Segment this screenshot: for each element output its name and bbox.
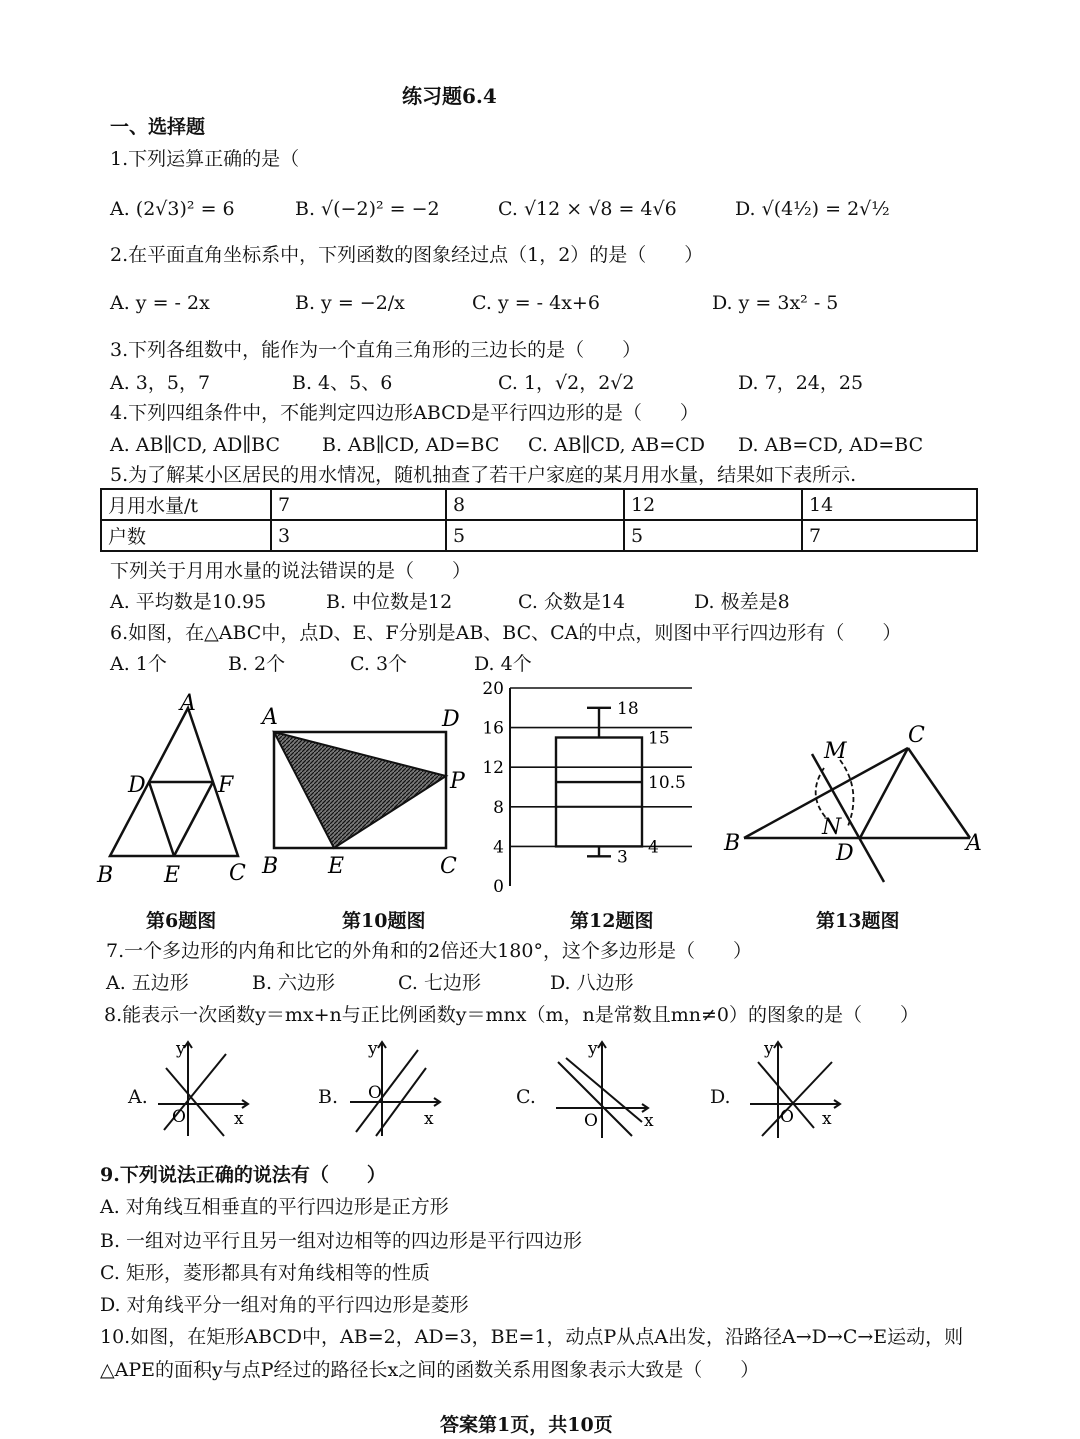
table-cell: 8 xyxy=(446,489,624,520)
question-1-stem: 1.下列运算正确的是（ xyxy=(110,148,300,170)
fig13-label-c: C xyxy=(908,723,925,748)
question-2-option-b: B. y = −2/x xyxy=(295,292,405,314)
table-cell: 月用水量/t xyxy=(101,489,271,520)
fig6-label-b: B xyxy=(97,863,114,888)
question-2-option-a: A. y = - 2x xyxy=(110,292,210,314)
page-title: 练习题6.4 xyxy=(402,84,497,108)
figure-6-caption: 第6题图 xyxy=(146,910,217,932)
section-heading: 一、选择题 xyxy=(110,116,206,138)
table-cell: 5 xyxy=(446,520,624,551)
value-label: 15 xyxy=(648,728,670,749)
question-1-option-b: B. √(−2)² = −2 xyxy=(295,198,440,220)
question-1-option-c: C. √12 × √8 = 4√6 xyxy=(498,198,677,220)
table-row xyxy=(101,520,977,551)
question-2-option-c: C. y = - 4x+6 xyxy=(472,292,600,314)
question-3-option-a: A. 3，5，7 xyxy=(110,372,211,394)
fig13-label-n: N xyxy=(822,815,842,840)
question-8-stem: 8.能表示一次函数y＝mx+n与正比例函数y＝mnx（m，n是常数且mn≠0）的图象的是（ ） xyxy=(104,1004,919,1026)
table-cell: 7 xyxy=(271,489,446,520)
fig6-label-e: E xyxy=(164,863,181,888)
water-usage-table xyxy=(100,488,978,552)
question-7-option-a: A. 五边形 xyxy=(106,972,189,994)
figure-6-triangle xyxy=(92,690,262,890)
fig10-label-b: B xyxy=(262,854,279,879)
fig10-label-e: E xyxy=(328,854,345,879)
question-6-stem: 6.如图，在△ABC中，点D、E、F分别是AB、BC、CA的中点，则图中平行四边形有（ ） xyxy=(110,622,902,644)
question-5-option-d: D. 极差是8 xyxy=(694,591,790,613)
question-3-stem: 3.下列各组数中，能作为一个直角三角形的三边长的是（ ） xyxy=(110,339,642,361)
page-footer: 答案第1页，共10页 xyxy=(440,1414,613,1436)
question-2-option-d: D. y = 3x² - 5 xyxy=(712,292,839,314)
question-3-option-b: B. 4、5、6 xyxy=(292,372,393,394)
graph-d-y-label: y xyxy=(764,1039,774,1059)
graph-b-y-label: y xyxy=(368,1039,378,1059)
graph-a-y-label: y xyxy=(176,1039,186,1059)
question-6-option-b: B. 2个 xyxy=(228,653,286,675)
figure-13-caption: 第13题图 xyxy=(816,910,900,932)
question-9-option-d: D. 对角线平分一组对角的平行四边形是菱形 xyxy=(100,1294,469,1316)
question-7-option-c: C. 七边形 xyxy=(398,972,481,994)
question-4-option-c: C. AB∥CD, AB=CD xyxy=(528,434,705,456)
question-9-option-a: A. 对角线互相垂直的平行四边形是正方形 xyxy=(100,1196,449,1218)
question-4-option-a: A. AB∥CD, AD∥BC xyxy=(110,434,281,456)
graph-c-x-label: x xyxy=(644,1111,654,1131)
question-8-option-a: A. xyxy=(128,1086,148,1108)
question-4-option-d: D. AB=CD, AD=BC xyxy=(738,434,924,456)
question-6-option-d: D. 4个 xyxy=(474,653,532,675)
graph-c-origin: O xyxy=(584,1111,598,1131)
figure-12-caption: 第12题图 xyxy=(570,910,654,932)
figure-13-construction xyxy=(716,720,986,890)
question-3-option-d: D. 7，24，25 xyxy=(738,372,864,394)
fig13-label-b: B xyxy=(724,831,741,856)
figure-12-boxplot xyxy=(476,676,698,896)
question-3-option-c: C. 1，√2，2√2 xyxy=(498,372,635,394)
question-5-option-b: B. 中位数是12 xyxy=(326,591,453,613)
fig10-label-d: D xyxy=(442,707,460,732)
question-5-stem: 5.为了解某小区居民的用水情况，随机抽查了若干户家庭的某月用水量，结果如下表所示. xyxy=(110,464,857,486)
fig10-label-p: P xyxy=(450,769,465,794)
table-row xyxy=(101,489,977,520)
question-1-option-a: A. (2√3)² = 6 xyxy=(110,198,235,220)
y-tick-label: 8 xyxy=(493,797,504,818)
question-5-option-c: C. 众数是14 xyxy=(518,591,626,613)
question-1-option-d: D. √(4½) = 2√½ xyxy=(735,198,890,220)
fig6-label-a: A xyxy=(180,691,196,716)
fig6-label-f: F xyxy=(218,773,234,798)
y-tick-label: 12 xyxy=(482,758,504,779)
graph-d-origin: O xyxy=(780,1107,794,1127)
question-8-option-c: C. xyxy=(516,1086,536,1108)
question-5-option-a: A. 平均数是10.95 xyxy=(110,591,267,613)
question-5-sub: 下列关于月用水量的说法错误的是（ ） xyxy=(110,560,472,582)
value-label: 4 xyxy=(648,837,659,858)
graph-c-y-label: y xyxy=(588,1039,598,1059)
fig6-label-d: D xyxy=(128,773,146,798)
question-7-option-d: D. 八边形 xyxy=(550,972,634,994)
graph-a-origin: O xyxy=(172,1107,186,1127)
value-label: 10.5 xyxy=(648,773,686,794)
question-7-stem: 7.一个多边形的内角和比它的外角和的2倍还大180°，这个多边形是（ ） xyxy=(106,940,752,962)
question-2-stem: 2.在平面直角坐标系中，下列函数的图象经过点（1，2）的是（ ） xyxy=(110,244,704,266)
fig13-label-m: M xyxy=(824,739,847,764)
question-8-option-d: D. xyxy=(710,1086,731,1108)
graph-a-x-label: x xyxy=(234,1109,244,1129)
question-9-option-b: B. 一组对边平行且另一组对边相等的四边形是平行四边形 xyxy=(100,1230,583,1252)
graph-option-a xyxy=(150,1038,260,1138)
fig10-label-c: C xyxy=(440,854,457,879)
figure-10-rectangle xyxy=(258,700,480,890)
graph-option-b xyxy=(342,1038,452,1138)
question-8-option-b: B. xyxy=(318,1086,339,1108)
y-tick-label: 16 xyxy=(482,718,504,739)
y-tick-label: 4 xyxy=(493,837,504,858)
question-4-stem: 4.下列四组条件中，不能判定四边形ABCD是平行四边形的是（ ） xyxy=(110,402,699,424)
table-cell: 12 xyxy=(624,489,802,520)
table-cell: 14 xyxy=(802,489,977,520)
fig13-label-a: A xyxy=(966,831,982,856)
table-cell: 7 xyxy=(802,520,977,551)
value-label: 3 xyxy=(617,847,628,868)
question-10-line-1: 10.如图，在矩形ABCD中，AB=2，AD=3，BE=1，动点P从点A出发，沿路径A→D→C→E运动，则 xyxy=(100,1326,964,1348)
table-cell: 户数 xyxy=(101,520,271,551)
question-10-line-2: △APE的面积y与点P经过的路径长x之间的函数关系用图象表示大致是（ ） xyxy=(100,1359,760,1381)
graph-d-x-label: x xyxy=(822,1109,832,1129)
fig10-label-a: A xyxy=(262,705,278,730)
y-tick-label: 20 xyxy=(482,679,504,699)
question-6-option-a: A. 1个 xyxy=(110,653,167,675)
question-9-stem: 9.下列说法正确的说法有（ ） xyxy=(100,1164,386,1186)
question-9-option-c: C. 矩形，菱形都具有对角线相等的性质 xyxy=(100,1262,430,1284)
fig6-label-c: C xyxy=(229,861,246,886)
question-7-option-b: B. 六边形 xyxy=(252,972,336,994)
fig13-label-d: D xyxy=(836,841,854,866)
box-rect xyxy=(556,738,642,847)
graph-option-c xyxy=(548,1038,658,1138)
graph-b-origin: O xyxy=(368,1083,382,1103)
figure-10-caption: 第10题图 xyxy=(342,910,426,932)
question-4-option-b: B. AB∥CD, AD=BC xyxy=(322,434,500,456)
graph-b-x-label: x xyxy=(424,1109,434,1129)
value-label: 18 xyxy=(617,698,639,719)
y-tick-label: 0 xyxy=(493,877,504,896)
table-cell: 5 xyxy=(624,520,802,551)
graph-option-d xyxy=(742,1038,852,1138)
table-cell: 3 xyxy=(271,520,446,551)
question-6-option-c: C. 3个 xyxy=(350,653,408,675)
